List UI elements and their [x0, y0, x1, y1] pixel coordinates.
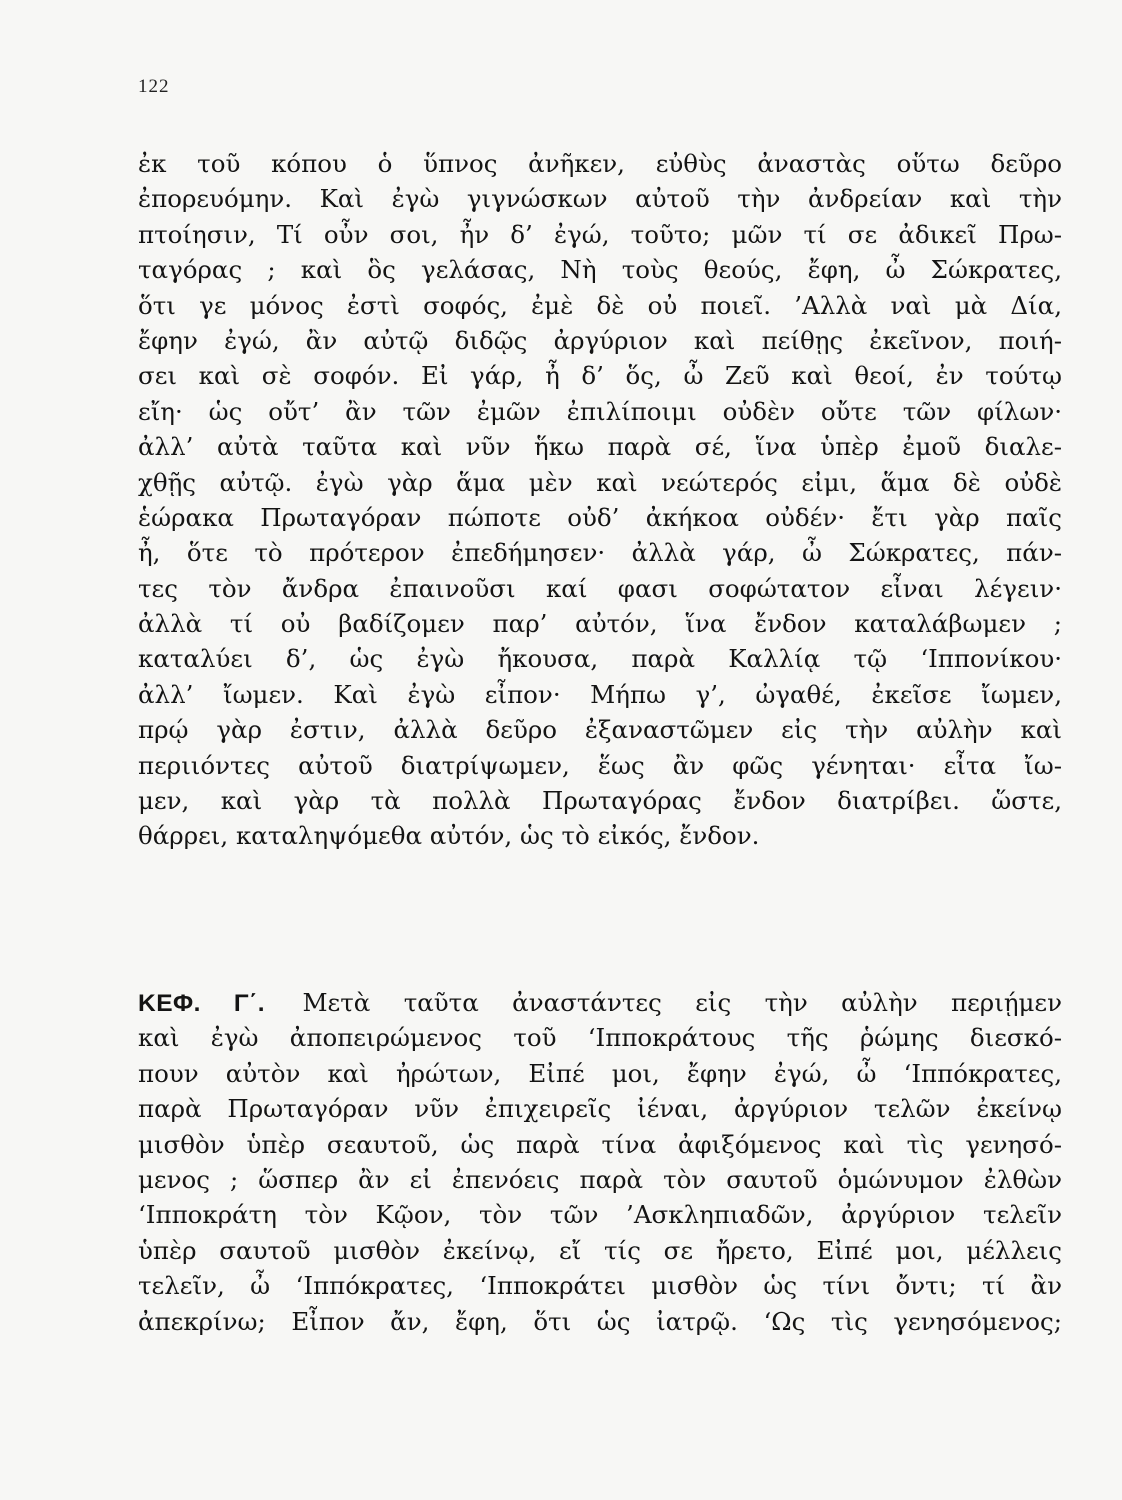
chapter-heading: ΚΕΦ. Γ΄. [138, 990, 266, 1017]
text-line: μισθὸν ὑπὲρ σεαυτοῦ, ὡς παρὰ τίνα ἀφιξόμενος καὶ τὶς γενησό- [138, 1129, 1062, 1159]
text-span: Μετὰ ταῦτα ἀναστάντες εἰς τὴν αὐλὴν περιῄμεν [302, 988, 1062, 1017]
text-line: περιιόντες αὐτοῦ διατρίψωμεν, ἕως ἂν φῶς γένηται· εἶτα ἴω- [138, 750, 1062, 780]
text-line: καταλύει δ’, ὡς ἐγὼ ἤκουσα, παρὰ Καλλίᾳ τῷ ‘Ιππονίκου· [138, 644, 1062, 674]
text-line: ἀλλ’ ἴωμεν. Καὶ ἐγὼ εἶπον· Μήπω γ’, ὠγαθέ, ἐκεῖσε ἴωμεν, [138, 679, 1062, 709]
text-line: τελεῖν, ὦ ‘Ιππόκρατες, ‘Ιπποκράτει μισθὸν ὡς τίνι ὄντι; τί ἂν [138, 1271, 1062, 1301]
text-line: εἴη· ὡς οὔτ’ ἂν τῶν ἐμῶν ἐπιλίποιμι οὐδὲν οὔτε τῶν φίλων· [138, 396, 1062, 426]
text-line: χθῇς αὐτῷ. ἐγὼ γὰρ ἅμα μὲν καὶ νεώτερός εἰμι, ἅμα δὲ οὐδὲ [138, 467, 1062, 497]
text-line: καὶ ἐγὼ ἀποπειρώμενος τοῦ ‘Ιπποκράτους τῆς ῥώμης διεσκό- [138, 1023, 1062, 1053]
paragraph-1 [138, 146, 1062, 854]
page-number: 122 [138, 76, 170, 97]
text-line: ὅτι γε μόνος ἐστὶ σοφός, ἐμὲ δὲ οὐ ποιεῖ. ’Αλλὰ ναὶ μὰ Δία, [138, 290, 1062, 320]
text-line: πουν αὐτὸν καὶ ἠρώτων, Εἰπέ μοι, ἔφην ἐγώ, ὦ ‘Ιππόκρατες, [138, 1058, 1062, 1088]
text-line: ἑώρακα Πρωταγόραν πώποτε οὐδ’ ἀκήκοα οὐδέν· ἔτι γὰρ παῖς [138, 502, 1062, 532]
paragraph-2 [138, 985, 1062, 1339]
text-line: ἀπεκρίνω; Εἶπον ἄν, ἔφη, ὅτι ὡς ἰατρῷ. ‘Ως τὶς γενησόμενος; [138, 1306, 1062, 1336]
text-line: ταγόρας ; καὶ ὃς γελάσας, Νὴ τοὺς θεούς, ἔφη, ὦ Σώκρατες, [138, 255, 1062, 285]
text-line: ‘Ιπποκράτη τὸν Κῷον, τὸν τῶν ’Ασκληπιαδῶν, ἀργύριον τελεῖν [138, 1200, 1062, 1230]
text-line: πρῴ γὰρ ἐστιν, ἀλλὰ δεῦρο ἐξαναστῶμεν εἰς τὴν αὐλὴν καὶ [138, 715, 1062, 745]
text-line: σει καὶ σὲ σοφόν. Εἰ γάρ, ἦ δ’ ὅς, ὦ Ζεῦ καὶ θεοί, ἐν τούτῳ [138, 361, 1062, 391]
text-line: παρὰ Πρωταγόραν νῦν ἐπιχειρεῖς ἰέναι, ἀργύριον τελῶν ἐκείνῳ [138, 1094, 1062, 1124]
text-line: ἀλλὰ τί οὐ βαδίζομεν παρ’ αὐτόν, ἵνα ἔνδον καταλάβωμεν ; [138, 609, 1062, 639]
text-line: ὑπὲρ σαυτοῦ μισθὸν ἐκείνῳ, εἴ τίς σε ἤρετο, Εἰπέ μοι, μέλλεις [138, 1235, 1062, 1265]
text-line: ἐκ τοῦ κόπου ὁ ὕπνος ἀνῆκεν, εὐθὺς ἀναστὰς οὕτω δεῦρο [138, 149, 1062, 178]
text-line: πτοίησιν, Τί οὖν σοι, ἦν δ’ ἐγώ, τοῦτο; μῶν τί σε ἀδικεῖ Πρω- [138, 219, 1062, 249]
text-line: θάρρει, καταληψόμεθα αὐτόν, ὡς τὸ εἰκός, ἔνδον. [138, 821, 760, 851]
text-line: μενος ; ὥσπερ ἂν εἰ ἐπενόεις παρὰ τὸν σαυτοῦ ὁμώνυμον ἐλθὼν [138, 1164, 1062, 1194]
chapter-heading-line [138, 985, 1062, 1020]
text-line: τες τὸν ἄνδρα ἐπαινοῦσι καί φασι σοφώτατον εἶναι λέγειν· [138, 573, 1062, 603]
text-line: ἔφην ἐγώ, ἂν αὐτῷ διδῷς ἀργύριον καὶ πείθῃς ἐκεῖνον, ποιή- [138, 325, 1062, 355]
text-line: ἀλλ’ αὐτὰ ταῦτα καὶ νῦν ἥκω παρὰ σέ, ἵνα ὑπὲρ ἐμοῦ διαλε- [138, 432, 1062, 462]
text-line: ἐπορευόμην. Καὶ ἐγὼ γιγνώσκων αὐτοῦ τὴν ἀνδρείαν καὶ τὴν [138, 184, 1062, 214]
text-line: ἦ, ὅτε τὸ πρότερον ἐπεδήμησεν· ἀλλὰ γάρ, ὦ Σώκρατες, πάν- [138, 538, 1062, 568]
text-line: μεν, καὶ γὰρ τὰ πολλὰ Πρωταγόρας ἔνδον διατρίβει. ὥστε, [138, 786, 1062, 816]
